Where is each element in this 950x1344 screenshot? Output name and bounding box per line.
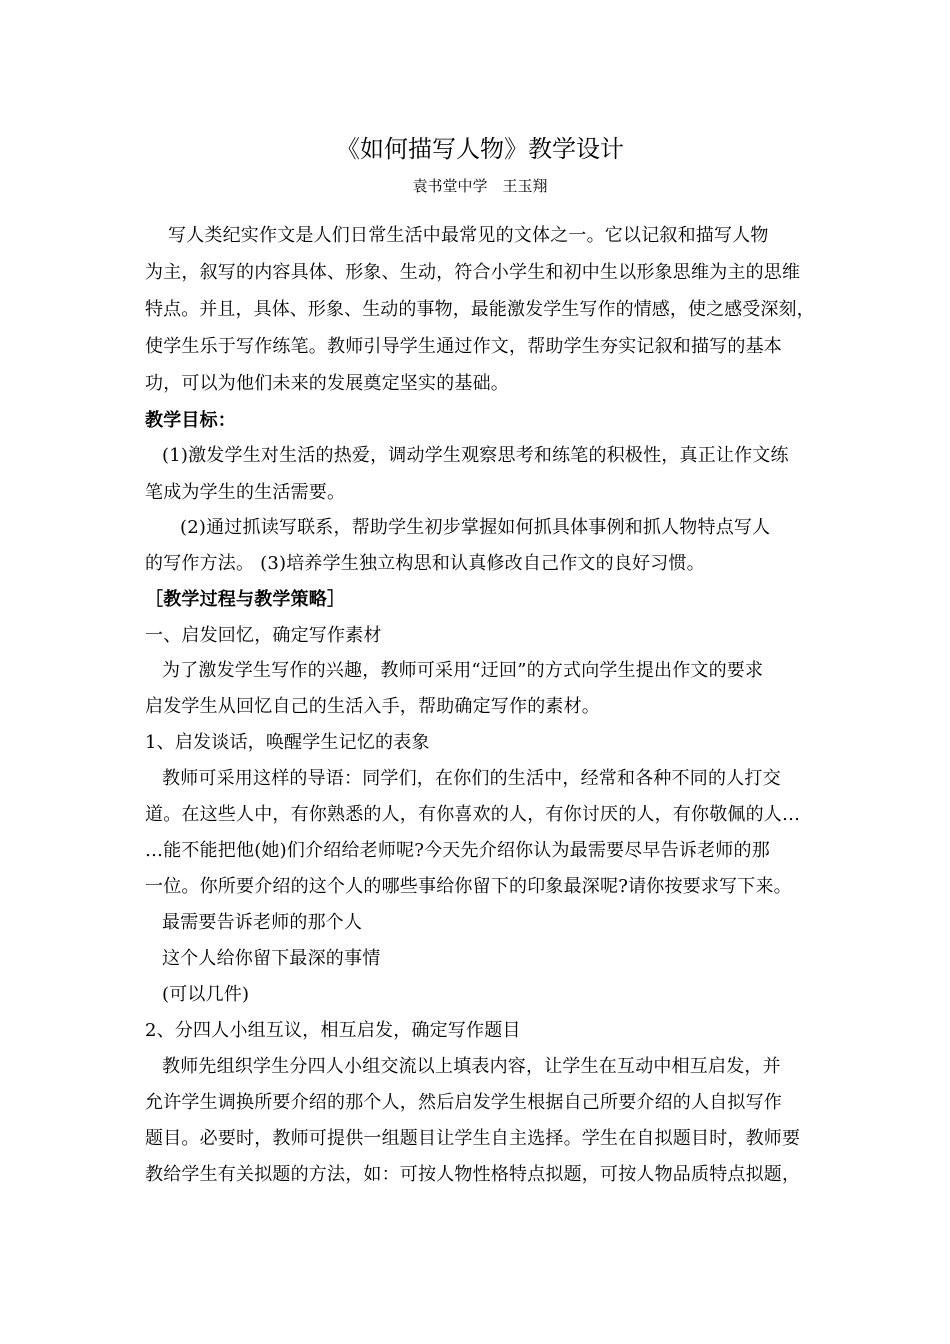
section-heading-process: ［教学过程与教学策略］ [145, 589, 346, 610]
subheading-1-1: 1、启发谈话，唤醒学生记忆的表象 [145, 732, 430, 753]
process-line-3: 教师可采用这样的导语：同学们，在你们的生活中，经常和各种不同的人打交 [162, 768, 781, 789]
table-row-1: 最需要告诉老师的那个人 [162, 912, 363, 933]
document-title: 《如何描写人物》教学设计 [336, 135, 624, 163]
process-line-7: 教师先组织学生分四人小组交流以上填表内容，让学生在互动中相互启发，并 [162, 1056, 781, 1077]
process-line-9: 题目。必要时，教师可提供一组题目让学生自主选择。学生在自拟题目时，教师要 [145, 1128, 801, 1149]
goal-line-3: (2)通过抓读写联系，帮助学生初步掌握如何抓具体事例和抓人物特点写人 [180, 517, 771, 538]
process-line-8: 允许学生调换所要介绍的那个人，然后启发学生根据自己所要介绍的人自拟写作 [145, 1092, 782, 1113]
process-line-2: 启发学生从回忆自己的生活入手，帮助确定写作的素材。 [145, 696, 600, 717]
section-heading-goals: 教学目标： [145, 410, 236, 431]
document-author: 袁书堂中学 王玉翔 [412, 177, 548, 195]
intro-line-5: 功，可以为他们未来的发展奠定坚实的基础。 [145, 373, 509, 394]
table-row-2: 这个人给你留下最深的事情 [162, 948, 381, 969]
process-line-5: …能不能把他(她)们介绍给老师呢?今天先介绍你认为最需要尽早告诉老师的那 [145, 840, 770, 861]
process-line-10: 教给学生有关拟题的方法，如：可按人物性格特点拟题，可按人物品质特点拟题， [145, 1164, 801, 1185]
table-row-3: (可以几件) [162, 984, 250, 1005]
intro-line-4: 使学生乐于写作练笔。教师引导学生通过作文，帮助学生夯实记叙和描写的基本 [145, 336, 782, 357]
goal-line-4: 的写作方法。 (3)培养学生独立构思和认真修改自己作文的良好习惯。 [145, 553, 705, 574]
subheading-1-2: 2、分四人小组互议，相互启发，确定写作题目 [145, 1020, 521, 1041]
process-line-6: 一位。你所要介绍的这个人的哪些事给你留下的印象最深呢?请你按要求写下来。 [145, 876, 792, 897]
process-line-1: 为了激发学生写作的兴趣，教师可采用“迂回”的方式向学生提出作文的要求 [162, 660, 764, 681]
subheading-1: 一、启发回忆，确定写作素材 [145, 625, 382, 646]
process-line-4: 道。在这些人中，有你熟悉的人，有你喜欢的人，有你讨厌的人，有你敬佩的人… [145, 804, 801, 825]
intro-line-3: 特点。并且，具体、形象、生动的事物，最能激发学生写作的情感，使之感受深刻， [145, 299, 815, 320]
goal-line-1: (1)激发学生对生活的热爱，调动学生观察思考和练笔的积极性，真正让作文练 [162, 445, 789, 466]
goal-line-2: 笔成为学生的生活需要。 [145, 482, 346, 503]
intro-line-2: 为主，叙写的内容具体、形象、生动，符合小学生和初中生以形象思维为主的思维 [145, 262, 801, 283]
intro-line-1: 写人类纪实作文是人们日常生活中最常见的文体之一。它以记叙和描写人物 [168, 225, 769, 246]
